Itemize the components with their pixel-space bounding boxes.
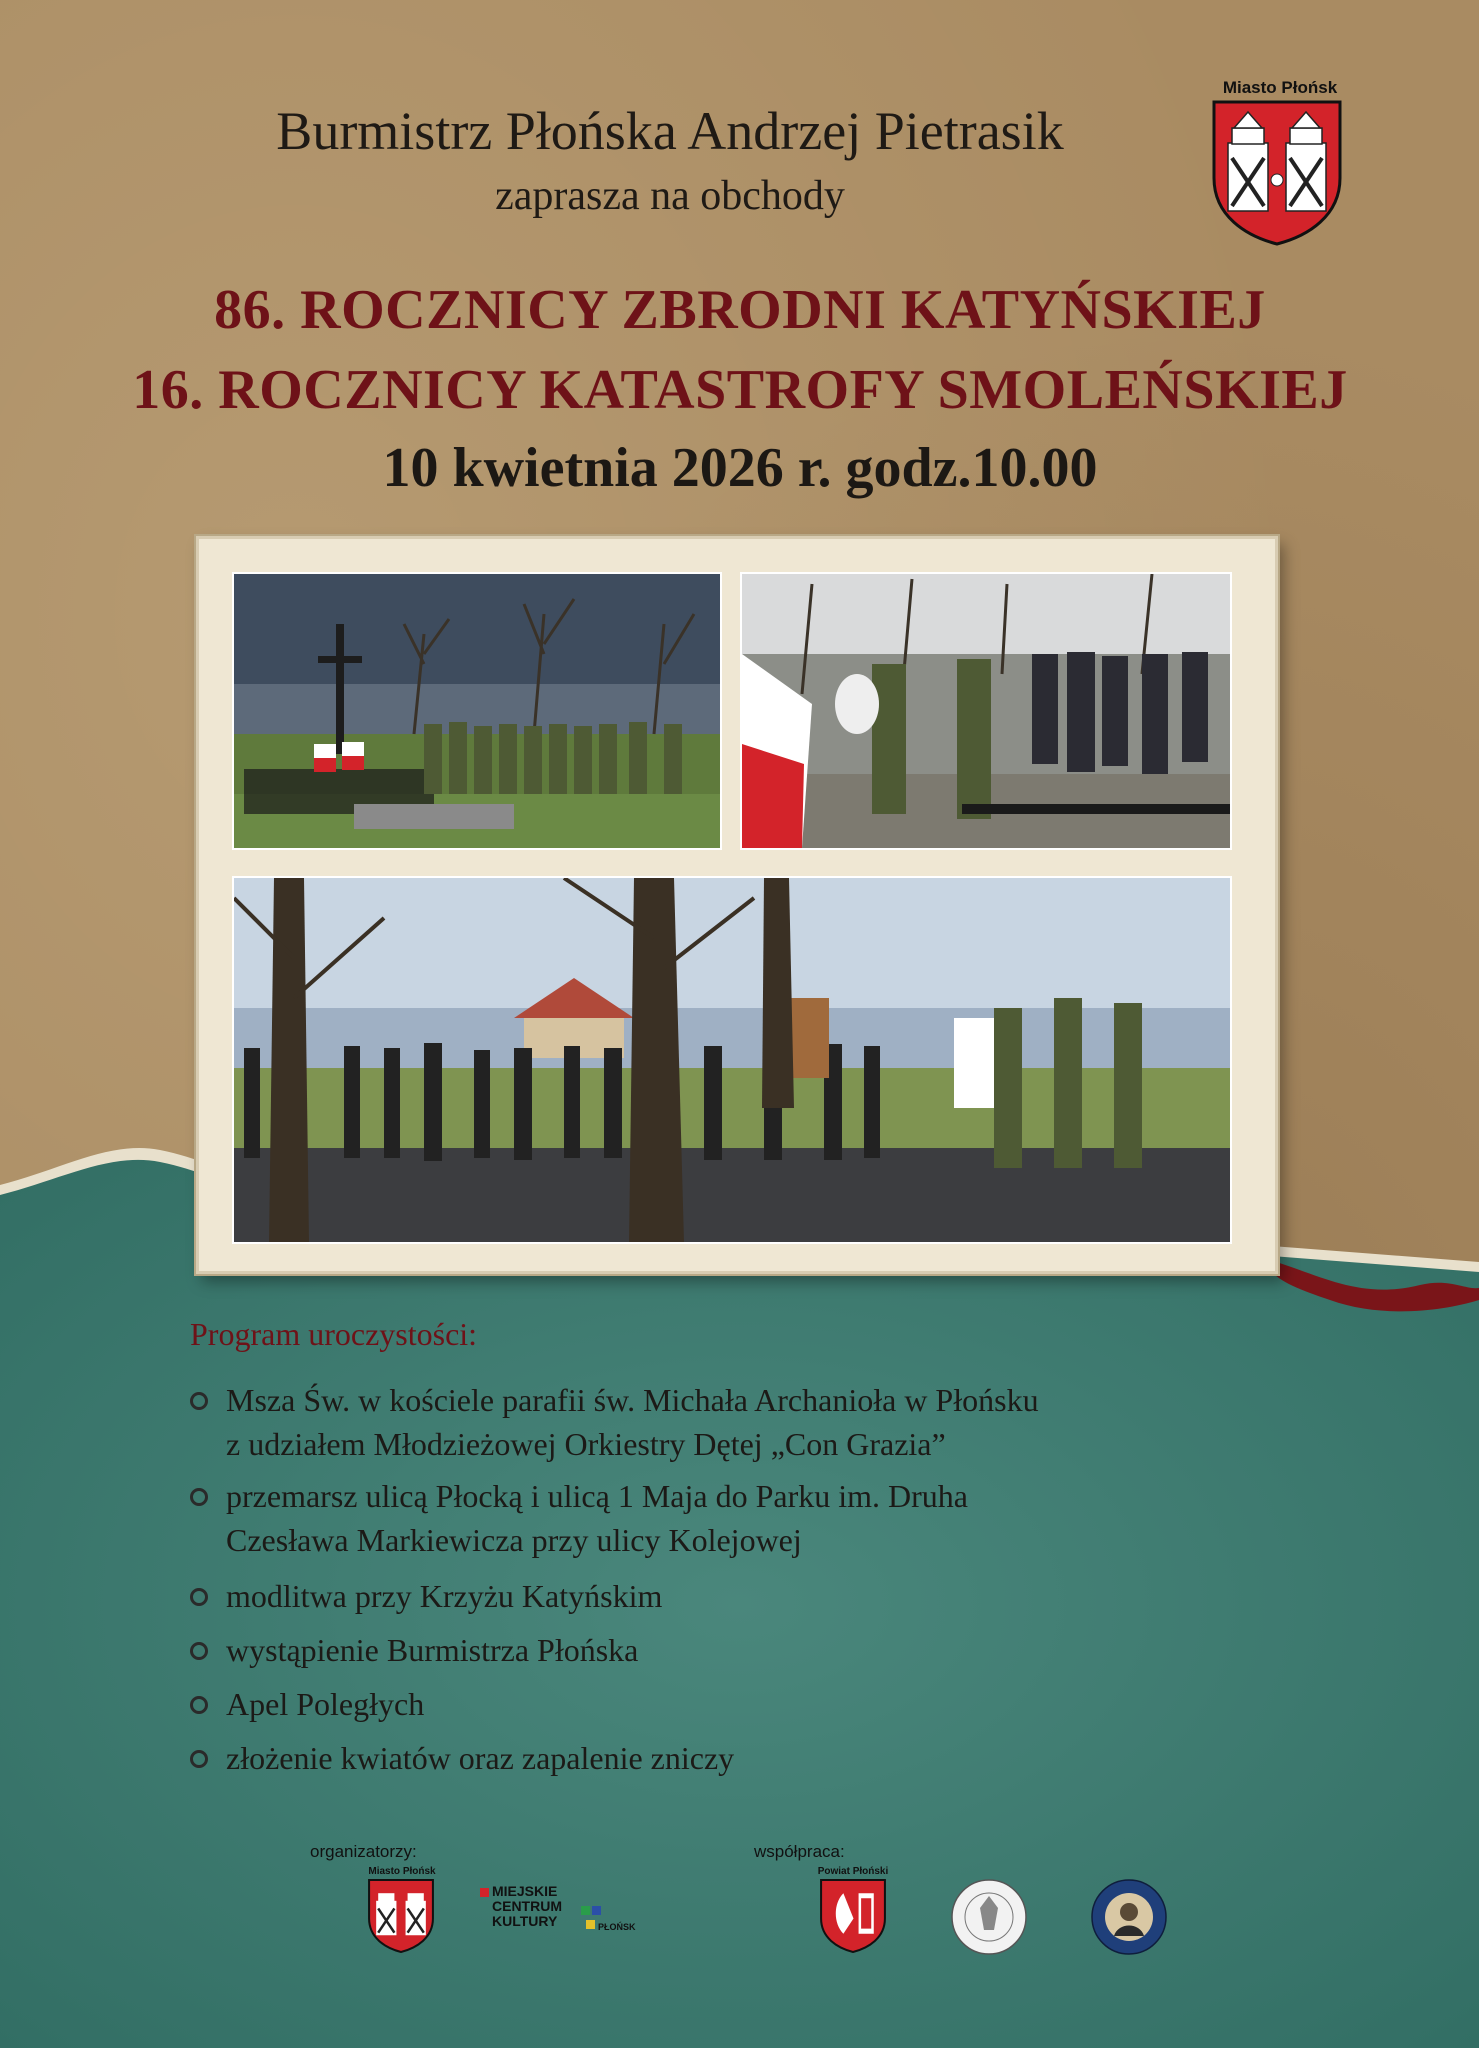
bullet-icon [190, 1588, 208, 1606]
organizers-label: organizatorzy: [310, 1842, 417, 1861]
photo-memorial-cross-ceremony [232, 572, 722, 850]
bullet-icon [190, 1488, 208, 1506]
program-item-march: przemarsz ulicą Płocką i ulicą 1 Maja do Parku im. Druha Czesława Markiewicza przy ulicy Kolejowej [190, 1474, 968, 1562]
plonsk-county-logo-icon [818, 1878, 888, 1954]
event-date-time: 10 kwietnia 2026 r. godz.10.00 [382, 437, 1098, 499]
plonsk-city-logo-icon [366, 1878, 436, 1954]
program-item-flowers: złożenie kwiatów oraz zapalenie zniczy [190, 1736, 734, 1780]
org-logo-label: Miasto Płońsk [368, 1866, 436, 1877]
bullet-icon [190, 1696, 208, 1714]
school-emblem-icon [1090, 1878, 1168, 1956]
church-parish-seal-icon [950, 1878, 1028, 1956]
bullet-icon [190, 1392, 208, 1410]
plonsk-coat-of-arms-icon [1208, 98, 1346, 248]
katyn-anniversary-title: 86. ROCZNICY ZBRODNI KATYŃSKIEJ [214, 279, 1266, 341]
mck-square-icon [581, 1906, 590, 1915]
mck-square-icon [592, 1906, 601, 1915]
bullet-icon [190, 1642, 208, 1660]
photo-march-procession [232, 876, 1232, 1244]
photo-wreath-laying [740, 572, 1232, 850]
smolensk-anniversary-title: 16. ROCZNICY KATASTROFY SMOLEŃSKIEJ [132, 359, 1348, 421]
invitation-subheading: zaprasza na obchody [495, 173, 845, 219]
organizer-heading: Burmistrz Płońska Andrzej Pietrasik [276, 101, 1064, 161]
program-item-mass: Msza Św. w kościele parafii św. Michała Archanioła w Płońsku z udziałem Młodzieżowej Orkiestry Dętej „Con Grazia” [190, 1378, 1039, 1466]
bullet-icon [190, 1750, 208, 1768]
program-heading: Program uroczystości: [190, 1316, 478, 1352]
mck-square-icon [480, 1888, 489, 1897]
coat-of-arms-label: Miasto Płońsk [1222, 78, 1338, 97]
program-item-speech: wystąpienie Burmistrza Płońska [190, 1628, 638, 1672]
program-item-roll-call: Apel Poległych [190, 1682, 424, 1726]
program-item-prayer: modlitwa przy Krzyżu Katyńskim [190, 1574, 662, 1618]
coop-logo-label: Powiat Płoński [817, 1866, 889, 1877]
mck-square-icon [586, 1920, 595, 1929]
cooperation-label: współpraca: [754, 1842, 845, 1861]
mck-logo-suffix: PŁOŃSK [598, 1922, 636, 1932]
mck-logo: MIEJSKIE CENTRUM KULTURY [492, 1883, 562, 1929]
